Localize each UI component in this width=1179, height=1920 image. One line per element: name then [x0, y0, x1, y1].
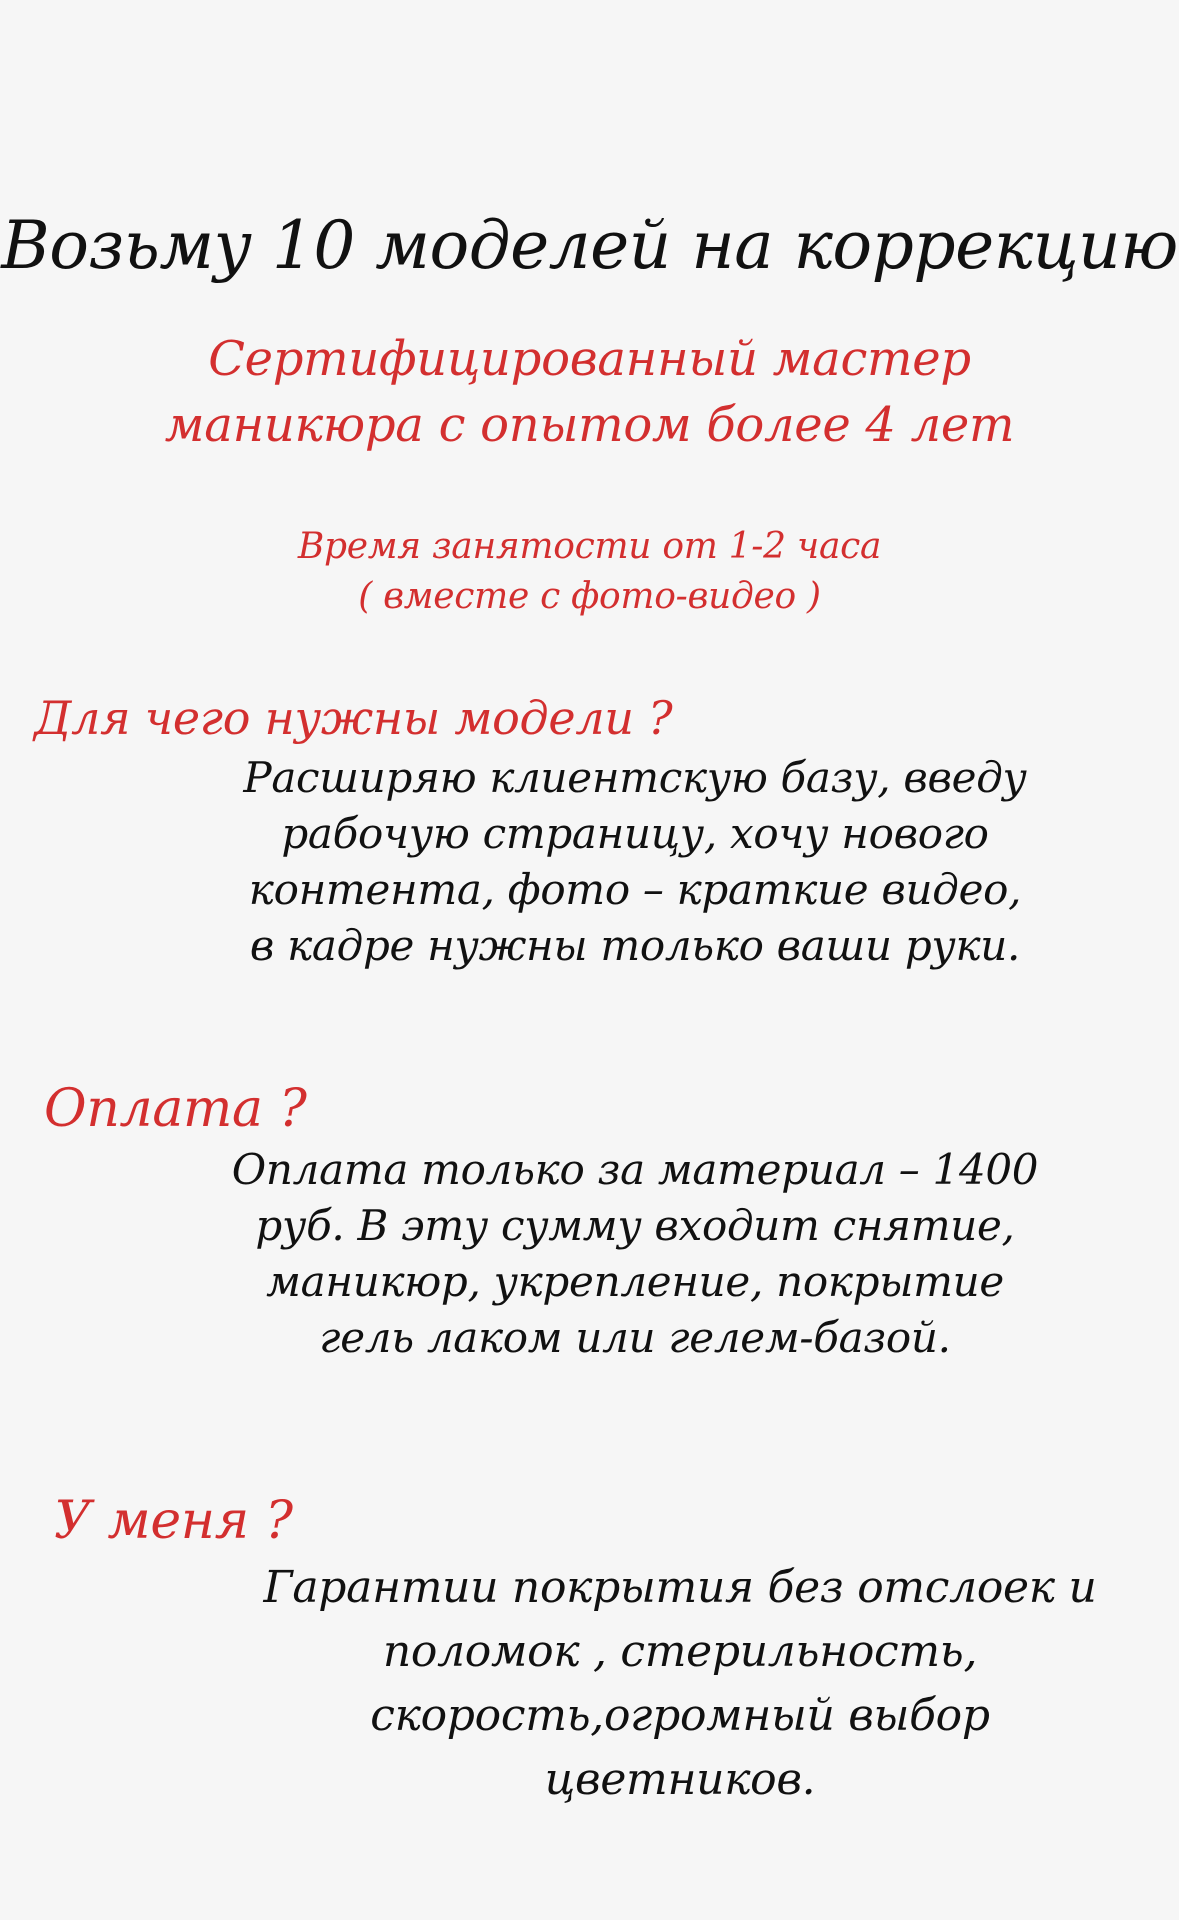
body-line: поломок , стерильность, — [382, 1626, 978, 1677]
body-line: цветников. — [544, 1754, 816, 1805]
subtitle — [0, 326, 1179, 458]
body-line: гель лаком или гелем-базой. — [319, 1313, 951, 1362]
section-heading-payment: Оплата ? — [44, 1079, 307, 1139]
section-heading-with-me: У меня ? — [54, 1491, 293, 1551]
subtitle-line: Сертифицированный мастер — [208, 331, 971, 387]
section-body-why-models — [230, 750, 1040, 974]
section-heading-why-models: Для чего нужны модели ? — [34, 691, 673, 745]
body-line: Оплата только за материал – 1400 — [231, 1145, 1039, 1194]
duration-note — [0, 522, 1179, 622]
body-line: в кадре нужны только ваши руки. — [249, 921, 1021, 970]
duration-line: ( вместе с фото-видео ) — [358, 576, 821, 617]
body-line: Гарантии покрытия без отслоек и — [263, 1562, 1097, 1613]
duration-line: Время занятости от 1-2 часа — [297, 526, 882, 567]
body-line: контента, фото – краткие видео, — [248, 865, 1022, 914]
body-line: скорость,огромный выбор — [370, 1690, 990, 1741]
section-body-with-me — [230, 1556, 1130, 1812]
body-line: руб. В эту сумму входит снятие, — [255, 1201, 1015, 1250]
page-title: Возьму 10 моделей на коррекцию — [1, 207, 1178, 284]
body-line: Расширяю клиентскую базу, введу — [243, 753, 1027, 802]
subtitle-line: маникюра с опытом более 4 лет — [164, 397, 1015, 453]
body-line: маникюр, укрепление, покрытие — [266, 1257, 1004, 1306]
section-body-payment — [230, 1142, 1040, 1366]
body-line: рабочую страницу, хочу нового — [281, 809, 989, 858]
